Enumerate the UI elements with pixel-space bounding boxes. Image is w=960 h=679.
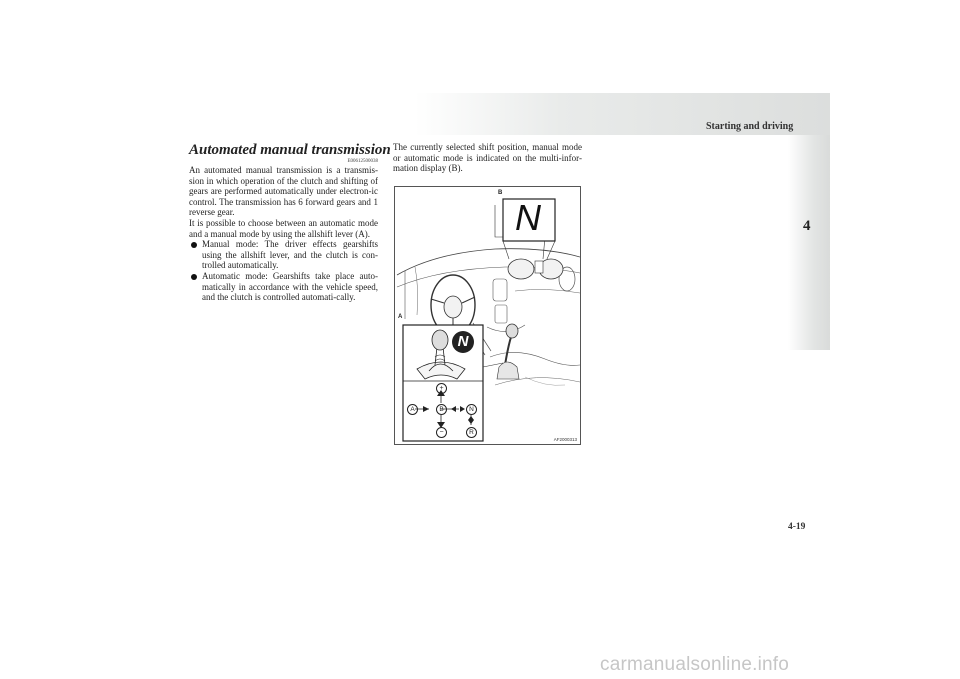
figure-code: AF2000313 — [553, 437, 577, 442]
watermark-link[interactable]: carmanualsonline.info — [600, 654, 790, 675]
pattern-a: A — [407, 404, 418, 415]
pattern-n: N — [466, 404, 477, 415]
mode-list — [189, 239, 378, 303]
display-gear-letter: N — [515, 197, 541, 238]
transmission-figure — [394, 186, 581, 445]
pattern-minus: − — [436, 427, 447, 438]
label-b: B — [498, 190, 503, 196]
left-column — [189, 142, 391, 303]
pattern-r: R — [466, 427, 477, 438]
page-number: 4-19 — [788, 522, 806, 532]
lever-badge: N — [452, 331, 474, 353]
list-item — [189, 239, 378, 271]
mode-paragraph: It is possible to choose between an automatic mode and a manual mode by using the allshift lever (A). — [189, 217, 378, 239]
bullet-icon — [191, 274, 197, 280]
display-paragraph: The currently selected shift position, manual mode or automatic mode is indicated on the multi-infor-mation display (B). — [393, 142, 582, 174]
label-a: A — [398, 314, 403, 320]
section-code: E00612500038 — [347, 159, 378, 164]
list-item — [189, 271, 378, 303]
pattern-b: B — [436, 404, 447, 415]
pattern-plus: + — [436, 383, 447, 394]
chapter-number: 4 — [803, 218, 811, 234]
section-title: Automated manual transmission — [189, 142, 391, 158]
dashboard-illustration — [395, 187, 581, 445]
bullet-icon — [191, 242, 197, 248]
section-header: Starting and driving — [706, 121, 794, 132]
list-item-text: Manual mode: The driver effects gearshifts using the allshift lever, and the clutch is con-trolled automatically. — [202, 239, 378, 271]
chapter-tab — [788, 135, 830, 350]
intro-paragraph: An automated manual transmission is a transmis-sion in which operation of the clutch and shifting of gears are performed automatically under electron-ic control. The transmission has 6 forward gears and 1 reverse gear. — [189, 165, 378, 218]
list-item-text: Automatic mode: Gearshifts take place auto-matically in accordance with the vehicle speed, and the clutch is controlled automati-cally. — [202, 270, 378, 303]
